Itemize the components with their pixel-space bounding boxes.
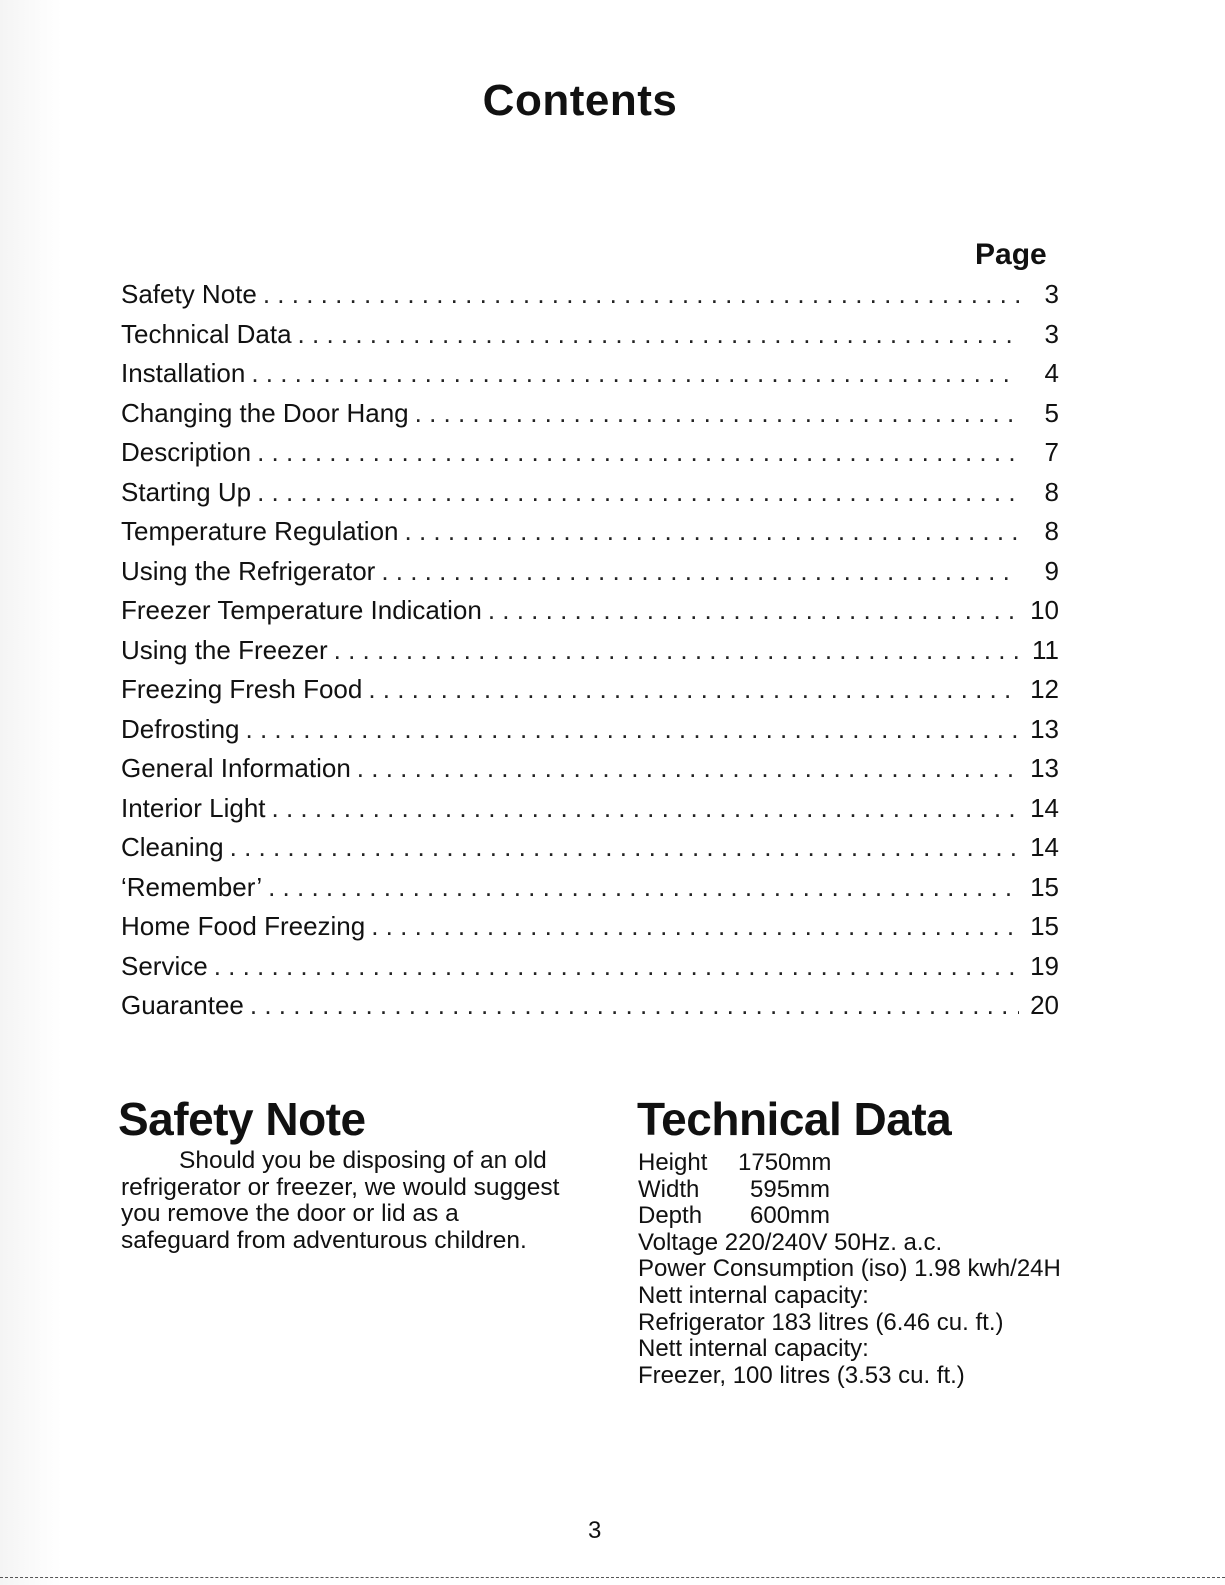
toc-entry-label: Temperature Regulation (121, 516, 399, 546)
page-edge-shade (0, 0, 62, 1585)
toc-entry-label: Technical Data (121, 318, 292, 349)
spec-width-label: Width (638, 1175, 700, 1203)
toc-leader (263, 275, 1019, 315)
spec-depth-label: Depth (638, 1202, 703, 1230)
toc-leader (405, 512, 1020, 552)
toc-entry[interactable] (121, 986, 1059, 1026)
toc-entry[interactable] (121, 315, 1059, 355)
spec-power-consumption: Power Consumption (iso) 1.98 kwh/24H (638, 1255, 1061, 1283)
toc-entry-page: 9 (1044, 555, 1059, 586)
toc-entry-label: Cleaning (121, 832, 224, 862)
toc-entry-page: 12 (1030, 674, 1059, 704)
toc-leader (214, 947, 1019, 987)
spec-voltage: Voltage 220/240V 50Hz. a.c. (638, 1228, 943, 1256)
safety-note-text: Should you be disposing of an old refrigerator or freezer, we would suggest you remove the door or lid as a safeguard from adventurous children. (121, 1147, 560, 1254)
toc-entry-page: 14 (1030, 792, 1059, 823)
toc-entry-page: 19 (1030, 950, 1059, 981)
spec-width-value: 595mm (750, 1175, 831, 1203)
toc-leader (368, 670, 1019, 710)
toc-leader (488, 591, 1019, 631)
toc-entry-label: Changing the Door Hang (121, 397, 409, 428)
toc-entry-label: Home Food Freezing (121, 911, 366, 941)
toc-entry[interactable] (121, 947, 1059, 987)
page-column-header: Page (975, 238, 1047, 271)
spec-depth (638, 1203, 1108, 1230)
toc-leader (257, 433, 1019, 473)
toc-entry[interactable] (121, 473, 1059, 513)
toc-entry-label: Using the Freezer (121, 634, 328, 665)
toc-entry-page: 8 (1044, 476, 1059, 507)
toc-entry-label: General Information (121, 753, 351, 783)
toc-entry[interactable] (121, 394, 1059, 434)
toc-leader (272, 789, 1019, 829)
toc-leader (251, 354, 1019, 394)
page-title: Contents (482, 76, 678, 125)
toc-entry[interactable] (121, 591, 1059, 631)
spec-height-value: 1750mm (738, 1149, 832, 1176)
page-bottom-divider (0, 1577, 1225, 1578)
page-number: 3 (588, 1517, 602, 1544)
toc-entry-page: 3 (1044, 279, 1059, 309)
toc-entry-page: 4 (1044, 358, 1059, 388)
toc-entry-page: 7 (1044, 437, 1059, 467)
toc-entry-page: 3 (1044, 318, 1059, 349)
toc-entry-page: 15 (1030, 871, 1059, 902)
toc-leader (371, 907, 1019, 947)
toc-entry[interactable] (121, 907, 1059, 947)
toc-leader (334, 631, 1019, 671)
toc-leader (381, 552, 1019, 592)
toc-entry-page: 13 (1030, 713, 1059, 744)
toc-entry[interactable] (121, 552, 1059, 592)
spec-height-label: Height (638, 1149, 708, 1176)
toc-entry[interactable] (121, 710, 1059, 750)
technical-data-body (638, 1150, 1108, 1389)
spec-refrigerator-capacity: Refrigerator 183 litres (6.46 cu. ft.) (638, 1308, 1004, 1336)
toc-entry-label: Installation (121, 358, 246, 388)
toc-entry[interactable] (121, 789, 1059, 829)
toc-entry[interactable] (121, 433, 1059, 473)
toc-entry-label: Defrosting (121, 713, 240, 744)
toc-entry[interactable] (121, 868, 1059, 908)
toc-leader (246, 710, 1020, 750)
toc-entry-page: 5 (1044, 397, 1059, 428)
spec-depth-value: 600mm (750, 1202, 831, 1230)
spec-width (638, 1177, 1108, 1204)
toc-entry-page: 15 (1030, 911, 1059, 941)
toc-entry-label: Freezer Temperature Indication (121, 595, 482, 625)
toc-entry-label: Service (121, 950, 208, 981)
toc-entry-label: Safety Note (121, 279, 257, 309)
toc-leader (298, 315, 1019, 355)
toc-entry-label: Interior Light (121, 792, 266, 823)
toc-leader (357, 749, 1019, 789)
toc-entry[interactable] (121, 670, 1059, 710)
toc-entry-label: Freezing Fresh Food (121, 674, 363, 704)
toc-entry-label: Using the Refrigerator (121, 555, 376, 586)
toc-entry-label: Starting Up (121, 476, 252, 507)
toc-leader (268, 868, 1019, 908)
toc-entry[interactable] (121, 512, 1059, 552)
toc-leader (415, 394, 1019, 434)
toc-entry-page: 8 (1044, 516, 1059, 546)
toc-entry-page: 11 (1032, 634, 1059, 665)
toc-entry[interactable] (121, 631, 1059, 671)
table-of-contents (121, 275, 1059, 1026)
toc-entry-page: 14 (1030, 832, 1059, 862)
toc-entry-label: Guarantee (121, 990, 244, 1020)
toc-entry[interactable] (121, 275, 1059, 315)
safety-note-heading: Safety Note (118, 1093, 366, 1145)
toc-entry[interactable] (121, 749, 1059, 789)
toc-entry-page: 13 (1030, 753, 1059, 783)
toc-entry-page: 20 (1030, 990, 1059, 1020)
spec-capacity-label: Nett internal capacity: (638, 1335, 869, 1363)
toc-entry-page: 10 (1030, 595, 1059, 625)
safety-note-body (121, 1148, 561, 1254)
spec-capacity-label: Nett internal capacity: (638, 1281, 869, 1309)
spec-freezer-capacity: Freezer, 100 litres (3.53 cu. ft.) (638, 1361, 965, 1389)
toc-entry[interactable] (121, 828, 1059, 868)
toc-leader (230, 828, 1019, 868)
toc-entry-label: ‘Remember’ (121, 871, 263, 902)
spec-height (638, 1150, 1108, 1177)
toc-leader (257, 473, 1019, 513)
toc-entry[interactable] (121, 354, 1059, 394)
toc-leader (250, 986, 1019, 1026)
technical-data-heading: Technical Data (637, 1093, 952, 1145)
toc-entry-label: Description (121, 437, 252, 467)
